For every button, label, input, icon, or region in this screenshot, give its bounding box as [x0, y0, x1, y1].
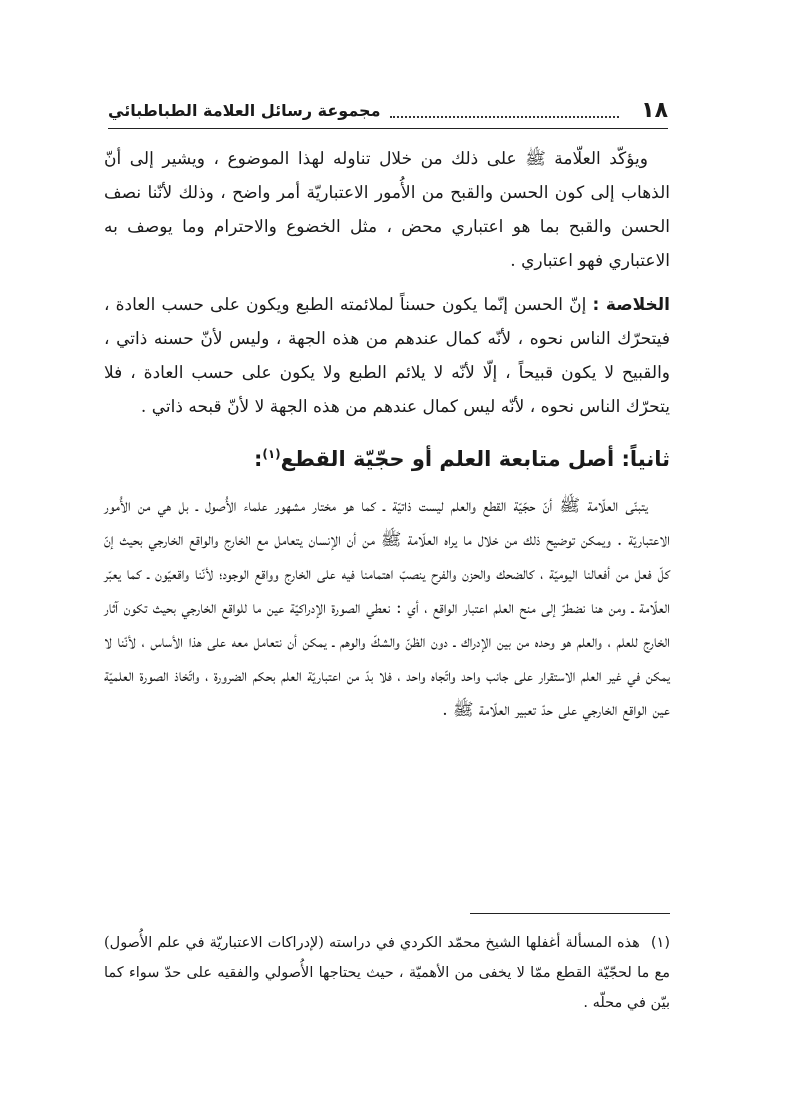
running-header — [108, 92, 668, 129]
footnote-marker: (١) — [650, 935, 671, 951]
paragraph-1: ويؤكّد العلّامة ﷺ على ذلك من خلال تناوله لهذا الموضوع ، ويشير إلى أنّ الذهاب إلى كون الحسن والقبح من الأُمور الاعتباريّة أمر واضح ، وذلك لأنّنا نصف الحسن والقبح بما هو اعتباري محض ، مثل الخضوع والاحترام وما يوصف به الاعتباري فهو اعتباري . — [104, 149, 670, 271]
summary-paragraph — [104, 288, 670, 424]
header-dot-leader — [390, 102, 619, 118]
body-text — [104, 142, 670, 737]
footnote-text: هذه المسألة أغفلها الشيخ محمّد الكردي في دراسته (لإدراكات الاعتباريّة في علم الأُصول) مع ما لحجّيّة القطع ممّا لا يخفى من الأهميّة ، حيث يحتاجها الأُصولي والفقيه على حدّ سواء كما بيّن في محلّه . — [104, 935, 670, 1011]
page-number: ١٨ — [641, 97, 668, 123]
summary-label: الخلاصة : — [592, 295, 670, 315]
section-heading — [104, 434, 670, 479]
footnote-reference: (١) — [262, 447, 281, 461]
book-title: مجموعة رسائل العلامة الطباطبائي — [108, 100, 381, 120]
footnote — [104, 928, 670, 1018]
section-heading-colon: : — [253, 447, 263, 471]
section-heading-text: ثانياً: أصل متابعة العلم أو حجّيّة القطع — [280, 447, 670, 471]
paragraph-2: يتبنّى العلّامة ﷺ أنّ حجّيّة القطع والعلم ليست ذاتيّة ـ كما هو مختار مشهور علماء الأُصول ـ بل هي من الأُمور الاعتباريّة . ويمكن توضيح ذلك من خلال ما يراه العلّامة ﷺ من أن الإنسان يتعامل مع الخارج والواقع الخارجي بحيث إنّ كلّ فعل من أفعالنا اليوميّة ، كالضحك والحزن والفرح ينصبّ اهتمامنا فيه على الخارج وواقع الوجود؛ لأنّنا واقعيّون ـ كما يعبّر العلّامة ـ ومن هنا نضطرّ إلى منح العلم اعتبار الواقع ، أي : نعطي الصورة الإدراكيّة عين ما للواقع الخارجي بحيث تكون آثار الخارج للعلم ، والعلم هو وحده من بين الإدراك ـ دون الظنّ والشكّ والوهم ـ يمكن أن نتعامل معه على هذا الأساس ، لأنّنا لا يمكن في غير العلم الاستقرار على جانب واحد واتّجاه واحد ، فلا بدّ من اعتباريّة العلم بحكم الضرورة ، واتّخاذ الصورة العلميّة عين الواقع الخارجي على حدّ تعبير العلّامة ﷺ . — [104, 496, 670, 720]
footnote-separator — [470, 913, 670, 914]
summary-text: إنّ الحسن إنّما يكون حسناً لملائمته الطبع ويكون على حسب العادة ، فيتحرّك الناس نحوه ، لأنّه كمال عندهم من هذه الجهة ، وليس لأنّ حسنه ذاتي ، والقبيح لا يكون قبيحاً ، إلّا لأنّه لا يلائم الطبع ولا يكون على حسب العادة ، فلا يتحرّك الناس نحوه ، لأنّه ليس كمال عندهم من هذه الجهة لا لأنّ قبحه ذاتي . — [104, 295, 670, 417]
